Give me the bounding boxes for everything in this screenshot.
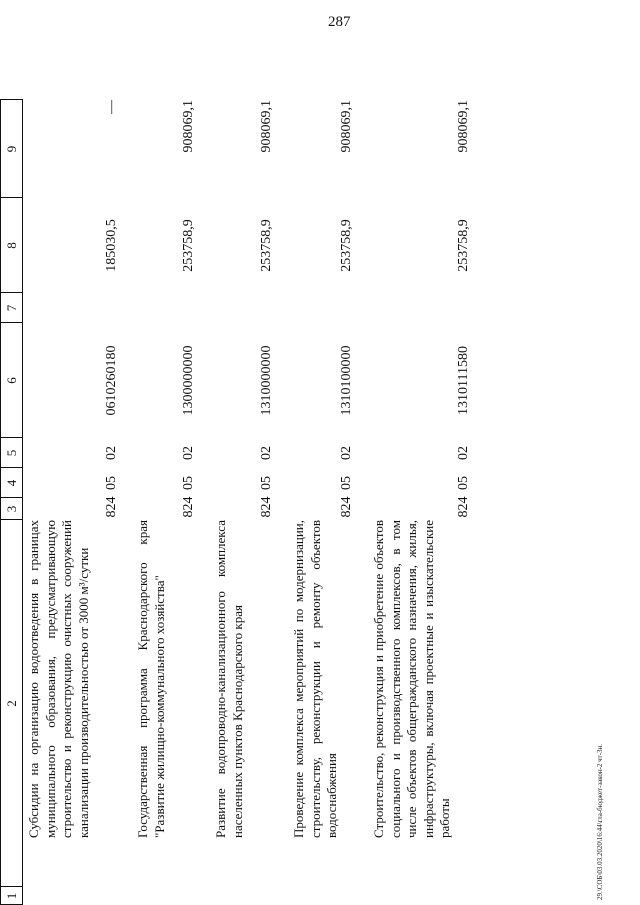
row-cell-c3: 824 <box>339 496 354 518</box>
row-cell-c9: 908069,1 <box>181 100 196 153</box>
rotated-document <box>0 75 492 905</box>
col-header-9: 9 <box>4 145 19 153</box>
col-header-6: 6 <box>4 377 19 384</box>
row-cell-c8: 185030,5 <box>104 219 119 272</box>
row-cell-c3: 824 <box>456 496 471 518</box>
row-cell-c4: 05 <box>104 476 119 490</box>
row-cell-c4: 05 <box>181 476 196 490</box>
budget-table <box>0 75 492 905</box>
row-cell-c6: 0610260180 <box>104 345 119 416</box>
side-note: 29.\СОБ\03.03.2020\16:44\гла-бюджет-закон-2 чт-3н. <box>596 743 604 900</box>
row-cell-c3: 824 <box>259 496 274 518</box>
row-cell-c4: 05 <box>456 476 471 490</box>
row-cell-c5: 02 <box>456 446 471 460</box>
row-cell-c6: 1310111580 <box>456 346 471 415</box>
row-cell-c5: 02 <box>259 446 274 460</box>
row-cell-c5: 02 <box>181 446 196 460</box>
row-cell-c9: 908069,1 <box>259 100 274 153</box>
col-header-4: 4 <box>4 479 19 487</box>
row-cell-c4: 05 <box>259 476 274 490</box>
table-top-border <box>0 99 1 905</box>
row-cell-c3: 824 <box>104 496 119 518</box>
row-cell-c8: 253758,9 <box>259 219 274 272</box>
col-header-3: 3 <box>4 505 19 513</box>
row-cell-c9: 908069,1 <box>456 100 471 153</box>
row-description: Государственная программа Краснодарского края "Развитие жилищно-коммунального хозяйства" <box>135 520 167 838</box>
row-cell-c3: 824 <box>181 496 196 518</box>
row-cell-c9: — <box>104 100 119 114</box>
page-number: 287 <box>328 14 351 30</box>
row-description: Строительство, реконструкция и приобретение объектов социального и производственного комплексов, в том числе объектов общегражданского назначения, жилья, инфраструктуры, включая проектные и изыскательские работы <box>371 520 452 838</box>
row-description: Развитие водопроводно-канализационного комплекса населенных пунктов Краснодарского края <box>213 520 245 838</box>
row-cell-c8: 253758,9 <box>456 219 471 272</box>
row-cell-c5: 02 <box>104 446 119 460</box>
col-header-2: 2 <box>4 700 19 707</box>
row-cell-c5: 02 <box>339 446 354 460</box>
row-description: Субсидии на организацию водоотведения в границах муниципального образования, предусматривающую строительство и реконструкцию очистных сооружений канализации производительностью от 3000 м³/сутки <box>26 520 91 838</box>
col-header-7: 7 <box>4 304 19 312</box>
header-bottom-border <box>22 99 23 905</box>
row-cell-c6: 1310000000 <box>259 345 274 416</box>
col-header-8: 8 <box>4 242 19 249</box>
row-cell-c8: 253758,9 <box>339 219 354 272</box>
row-cell-c8: 253758,9 <box>181 219 196 272</box>
row-cell-c9: 908069,1 <box>339 100 354 153</box>
row-description: Проведение комплекса мероприятий по модернизации, строительству, реконструкции и ремонту объектов водоснабжения <box>291 520 339 838</box>
row-cell-c6: 1300000000 <box>181 345 196 416</box>
row-cell-c6: 1310100000 <box>339 345 354 416</box>
col-header-1: 1 <box>4 892 19 900</box>
row-cell-c4: 05 <box>339 476 354 490</box>
col-header-5: 5 <box>4 449 19 457</box>
